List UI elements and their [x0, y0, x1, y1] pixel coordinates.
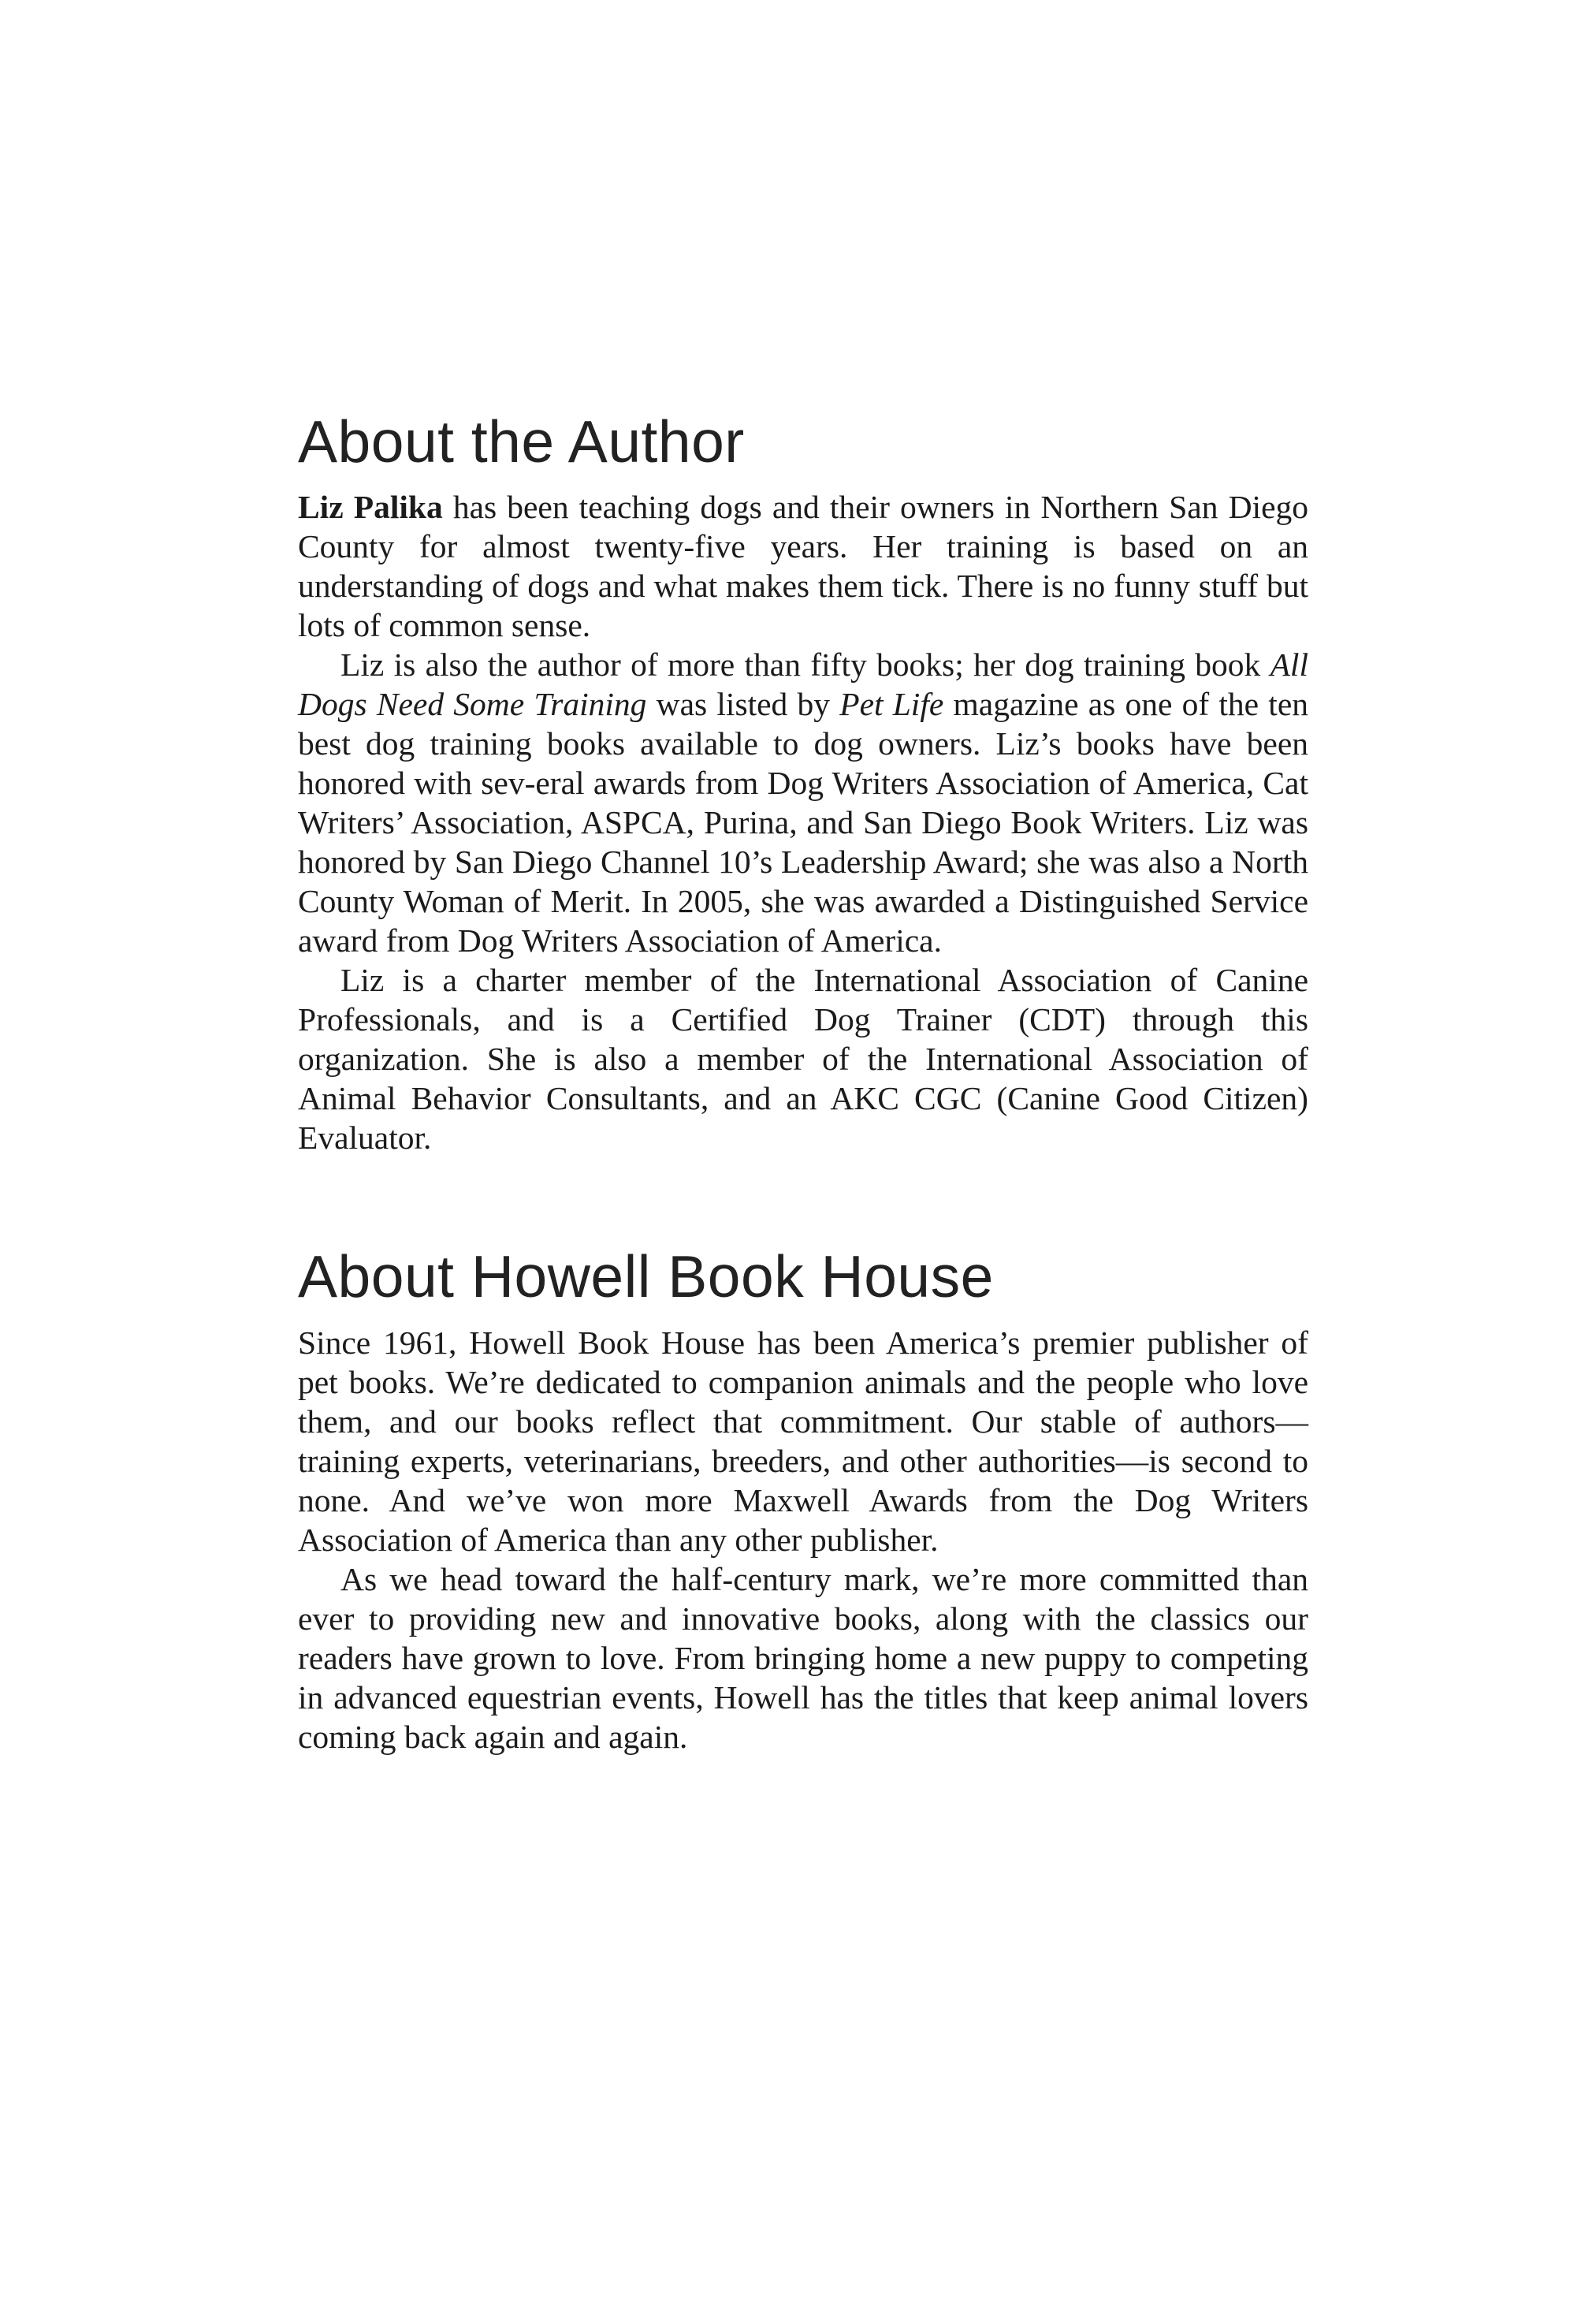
author-paragraph-2-text-c: magazine as one of the ten best dog training books available to dog owners. Liz’s books have been honored with sev-eral awards from Dog Writers Association of America, Cat Writers’ Association, ASPCA, Purina, and San Diego Book Writers. Liz was honored by San Diego Channel 10’s Leadership Award; she was also a North County Woman of Merit. In 2005, she was awarded a Distinguished Service award from Dog Writers Association of America. [298, 686, 1309, 959]
author-paragraph-2-text-a: Liz is also the author of more than fifty books; her dog training book [340, 646, 1270, 683]
about-author-body [298, 487, 1308, 1157]
book-title: All Dogs Need Some Training [298, 646, 1308, 722]
author-paragraph-2 [298, 645, 1308, 960]
author-paragraph-1-text: has been teaching dogs and their owners in Northern San Diego County for almost twenty-five years. Her training is based on an understanding of dogs and what makes them tick. There is no funny stuff but lots of common sense. [298, 489, 1308, 643]
howell-paragraph-1: Since 1961, Howell Book House has been America’s premier publisher of pet books. We’re dedicated to companion animals and the people who love them, and our books reflect that commitment. Our stable of authors—training experts, veterinarians, breeders, and other authorities—is second to none. And we’ve won more Maxwell Awards from the Dog Writers Association of America than any other publisher. [298, 1324, 1308, 1558]
about-author-heading: About the Author [298, 408, 745, 475]
author-paragraph-1 [298, 487, 1308, 645]
author-paragraph-2-text-b: was listed by [646, 686, 840, 722]
author-name: Liz Palika [298, 489, 443, 525]
magazine-title: Pet Life [839, 686, 944, 722]
author-paragraph-3: Liz is a charter member of the International Association of Canine Professionals, and is a Certified Dog Trainer (CDT) through this organization. She is also a member of the International Association of Animal Behavior Consultants, and an AKC CGC (Canine Good Citizen) Evaluator. [298, 962, 1308, 1156]
howell-paragraph-2: As we head toward the half-century mark, we’re more committed than ever to providing new and innovative books, along with the classics our readers have grown to love. From bringing home a new puppy to competing in advanced equestrian events, Howell has the titles that keep animal lovers coming back again and again. [298, 1561, 1308, 1755]
about-howell-body [298, 1323, 1308, 1757]
about-howell-heading: About Howell Book House [298, 1243, 994, 1309]
